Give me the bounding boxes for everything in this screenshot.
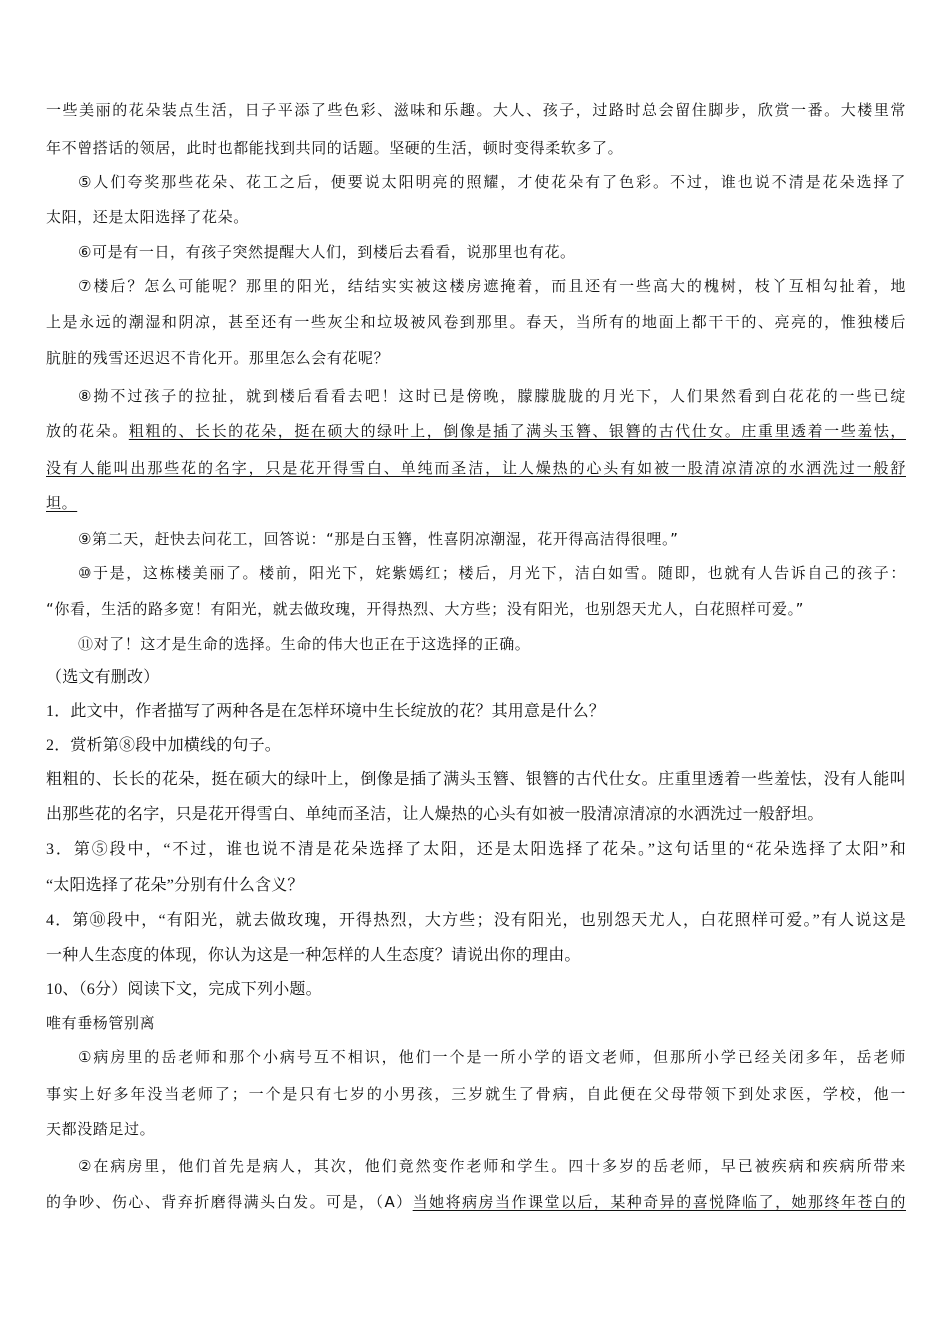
- article-paragraph-1: ①病房里的岳老师和那个小病号互不相识，他们一个是一所小学的语文老师，但那所小学已经关闭多年，岳老师: [78, 1048, 906, 1066]
- quoted-sentence: 粗粗的、长长的花朵，挺在硕大的绿叶上，倒像是插了满头玉簪、银簪的古代仕女。庄重里透着一些羞怯，没有人能叫: [46, 771, 906, 788]
- question-1: 1．此文中，作者描写了两种各是在怎样环境中生长绽放的花？其用意是什么？: [46, 703, 606, 720]
- article-paragraph-2: ②在病房里，他们首先是病人，其次，他们竟然变作老师和学生。四十多岁的岳老师，早已被疾病和疾病所带来: [78, 1157, 906, 1175]
- paragraph-11: ⑪对了！这才是生命的选择。生命的伟大也正在于这选择的正确。: [78, 635, 531, 653]
- text-span: 的争吵、伤心、背弃折磨得满头白发。可是，（A）: [46, 1193, 413, 1211]
- text-line: 天都没踏足过。: [46, 1120, 156, 1138]
- paragraph-10: ⑩于是，这栋楼美丽了。楼前，阳光下，姹紫嫣红；楼后，月光下，洁白如雪。随即，也就有人告诉自己的孩子：: [78, 564, 906, 582]
- paragraph-6: ⑥可是有一日，有孩子突然提醒大人们，到楼后去看看，说那里也有花。: [78, 243, 576, 261]
- text-line: “太阳选择了花朵”分别有什么含义？: [46, 877, 304, 894]
- text-line: 年不曾搭话的领居，此时也都能找到共同的话题。坚硬的生活，顿时变得柔软多了。: [46, 139, 624, 157]
- text-line: 一种人生态度的体现，你认为这是一种怎样的人生态度？请说出你的理由。: [46, 947, 581, 964]
- source-note: （选文有删改）: [46, 669, 160, 686]
- text-line: 太阳，还是太阳选择了花朵。: [46, 208, 249, 226]
- text-line: 事实上好多年没当老师了；一个是只有七岁的小男孩，三岁就生了骨病，自此便在父母带领下到处求医，学校，他一: [46, 1085, 906, 1103]
- question-2: 2．赏析第⑧段中加横线的句子。: [46, 737, 282, 754]
- text-line: [46, 419, 906, 443]
- section-10-heading: 10、（6分）阅读下文，完成下列小题。: [46, 981, 322, 998]
- underlined-sentence-a: 当她将病房当作课堂以后，某种奇异的喜悦降临了，她那终年苍白的: [412, 1193, 906, 1211]
- text-line: 上是永远的潮湿和阴凉，甚至还有一些灰尘和垃圾被风卷到那里。春天，当所有的地面上都干干的、亮亮的，惟独楼后: [46, 313, 906, 331]
- text-span: 放的花朵。: [46, 422, 129, 440]
- text-line: [46, 1190, 906, 1214]
- text-line: 肮脏的残雪还迟迟不肯化开。那里怎么会有花呢？: [46, 349, 390, 367]
- article-title: 唯有垂杨管别离: [46, 1014, 156, 1032]
- text-line: 一些美丽的花朵装点生活，日子平添了些色彩、滋味和乐趣。大人、孩子，过路时总会留住脚步，欣赏一番。大楼里常: [46, 101, 906, 119]
- paragraph-5: ⑤人们夸奖那些花朵、花工之后，便要说太阳明亮的照耀，才使花朵有了色彩。不过，谁也说不清是花朵选择了: [78, 173, 906, 191]
- paragraph-7: ⑦楼后？怎么可能呢？那里的阳光，结结实实被这楼房遮掩着，而且还有一些高大的槐树，枝丫互相勾扯着，地: [78, 277, 906, 295]
- underlined-sentence: 没有人能叫出那些花的名字，只是花开得雪白、单纯而圣洁，让人燥热的心头有如被一股清凉清凉的水洒洗过一般舒: [46, 459, 906, 477]
- underlined-sentence: 粗粗的、长长的花朵，挺在硕大的绿叶上，倒像是插了满头玉簪、银簪的古代仕女。庄重里透着一些羞怯，: [128, 422, 906, 440]
- quoted-sentence: 出那些花的名字，只是花开得雪白、单纯而圣洁，让人燥热的心头有如被一股清凉清凉的水洒洗过一般舒坦。: [46, 806, 824, 823]
- paragraph-8: ⑧拗不过孩子的拉扯，就到楼后看看去吧！这时已是傍晚，朦朦胧胧的月光下，人们果然看到白花花的一些已绽: [78, 387, 906, 405]
- question-4: 4．第⑩段中，“有阳光，就去做玫瑰，开得热烈，大方些；没有阳光，也别怨天尤人，白花照样可爱。”有人说这是: [46, 912, 906, 929]
- paragraph-9: ⑨第二天，赶快去问花工，回答说：“那是白玉簪，性喜阴凉潮湿，花开得高洁得很哩。”: [78, 530, 679, 548]
- text-line: “你看，生活的路多宽！有阳光，就去做玫瑰，开得热烈、大方些；没有阳光，也别怨天尤人，白花照样可爱。”: [46, 600, 805, 618]
- underlined-sentence: 坦。: [46, 494, 78, 512]
- question-3: 3．第⑤段中，“不过，谁也说不清是花朵选择了太阳，还是太阳选择了花朵。”这句话里的“花朵选择了太阳”和: [46, 841, 906, 858]
